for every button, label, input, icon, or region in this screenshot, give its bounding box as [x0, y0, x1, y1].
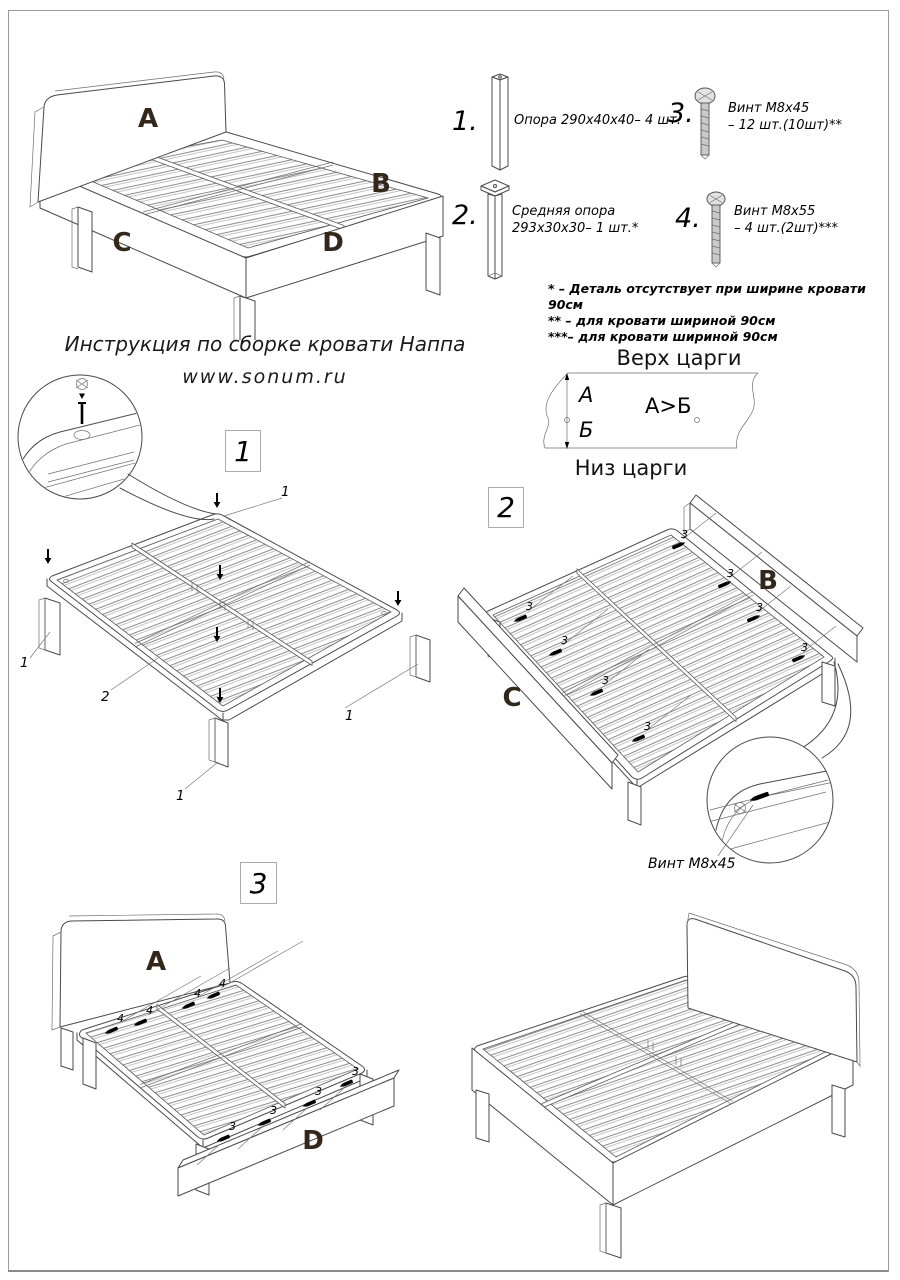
step3-screw4-num: 4 — [194, 987, 201, 1000]
step1-callout-2: 2 — [101, 689, 110, 705]
tsarga-diagram — [535, 368, 775, 454]
part3-desc-line1: Винт М8х45 — [728, 101, 810, 116]
final-bed-diagram — [452, 900, 892, 1262]
step2-diagram — [450, 478, 898, 892]
middle-leg-part-icon — [476, 176, 514, 288]
step2-screw-num: 3 — [801, 641, 808, 654]
step2-screw-num: 3 — [756, 601, 763, 614]
step3-screw3-num: 3 — [270, 1104, 277, 1117]
step1-callout-1a: 1 — [281, 484, 290, 500]
step2-screw-num: 3 — [526, 600, 533, 613]
part1-desc: Опора 290x40x40– 4 шт. — [514, 113, 681, 128]
part4-desc-line1: Винт М8х55 — [734, 204, 816, 219]
step3-label-d: D — [302, 1126, 324, 1156]
step3-screw4-num: 4 — [219, 977, 226, 990]
part2-number: 2. — [452, 200, 478, 231]
step2-label-b: B — [758, 566, 778, 596]
part2-desc-line1: Средняя опора — [512, 204, 616, 219]
step2-number: 2 — [497, 491, 515, 524]
leg-part-icon — [483, 68, 513, 178]
overview-bed-diagram — [18, 55, 453, 340]
step3-screw4-num: 4 — [146, 1004, 153, 1017]
step2-detail-caption: Винт М8х45 — [648, 856, 736, 872]
step3-screw3-num: 3 — [229, 1120, 236, 1133]
step2-screw-num: 3 — [644, 720, 651, 733]
overview-label-b: B — [371, 169, 391, 199]
step3-diagram — [28, 852, 448, 1248]
part4-desc-line2: – 4 шт.(2шт)*** — [734, 221, 839, 236]
part4-desc — [734, 203, 838, 237]
screw-m8x55-icon — [702, 190, 730, 272]
overview-label-a: A — [137, 104, 159, 134]
part1-number: 1. — [452, 106, 478, 137]
part3-desc — [728, 100, 842, 134]
note-line-3: ***– для кровати шириной 90см — [548, 329, 778, 344]
step1-diagram — [8, 372, 458, 804]
step1-callout-1b: 1 — [20, 655, 29, 671]
step3-number: 3 — [249, 866, 268, 900]
overview-label-d: D — [322, 228, 344, 258]
notes-block — [548, 281, 896, 345]
part2-desc-line2: 293x30x30– 1 шт.* — [512, 221, 639, 236]
part3-desc-line2: – 12 шт.(10шт)** — [728, 118, 843, 133]
part2-desc — [512, 203, 638, 237]
screw-m8x45-icon — [692, 86, 720, 164]
overview-label-c: C — [112, 228, 132, 258]
step1-number: 1 — [234, 434, 252, 468]
website-url: www.sonum.ru — [182, 366, 348, 388]
step3-screw3-num: 3 — [315, 1085, 322, 1098]
step3-label-a: A — [145, 947, 167, 977]
page-title: Инструкция по сборке кровати Наппа — [64, 332, 466, 356]
step3-screw4-num: 4 — [117, 1012, 124, 1025]
step1-callout-1c: 1 — [345, 708, 354, 724]
step2-screw-num: 3 — [561, 634, 568, 647]
part4-number: 4. — [675, 203, 701, 234]
step1-callout-1d: 1 — [176, 788, 185, 804]
note-line-2: ** – для кровати шириной 90см — [548, 313, 776, 328]
note-line-1: * – Деталь отсутствует при ширине кровати 90см — [548, 281, 866, 312]
tsarga-bottom-caption: Низ царги — [574, 456, 688, 480]
step2-screw-num: 3 — [681, 528, 688, 541]
step3-screw3-num: 3 — [352, 1065, 359, 1078]
step2-label-c: C — [502, 683, 522, 713]
tsarga-dim-b: Б — [579, 418, 594, 442]
step2-screw-num: 3 — [602, 674, 609, 687]
tsarga-formula: А>Б — [645, 394, 692, 418]
part3-number: 3. — [668, 98, 694, 129]
tsarga-top-caption: Верх царги — [616, 346, 742, 370]
tsarga-dim-a: А — [579, 383, 594, 407]
step2-screw-num: 3 — [727, 567, 734, 580]
